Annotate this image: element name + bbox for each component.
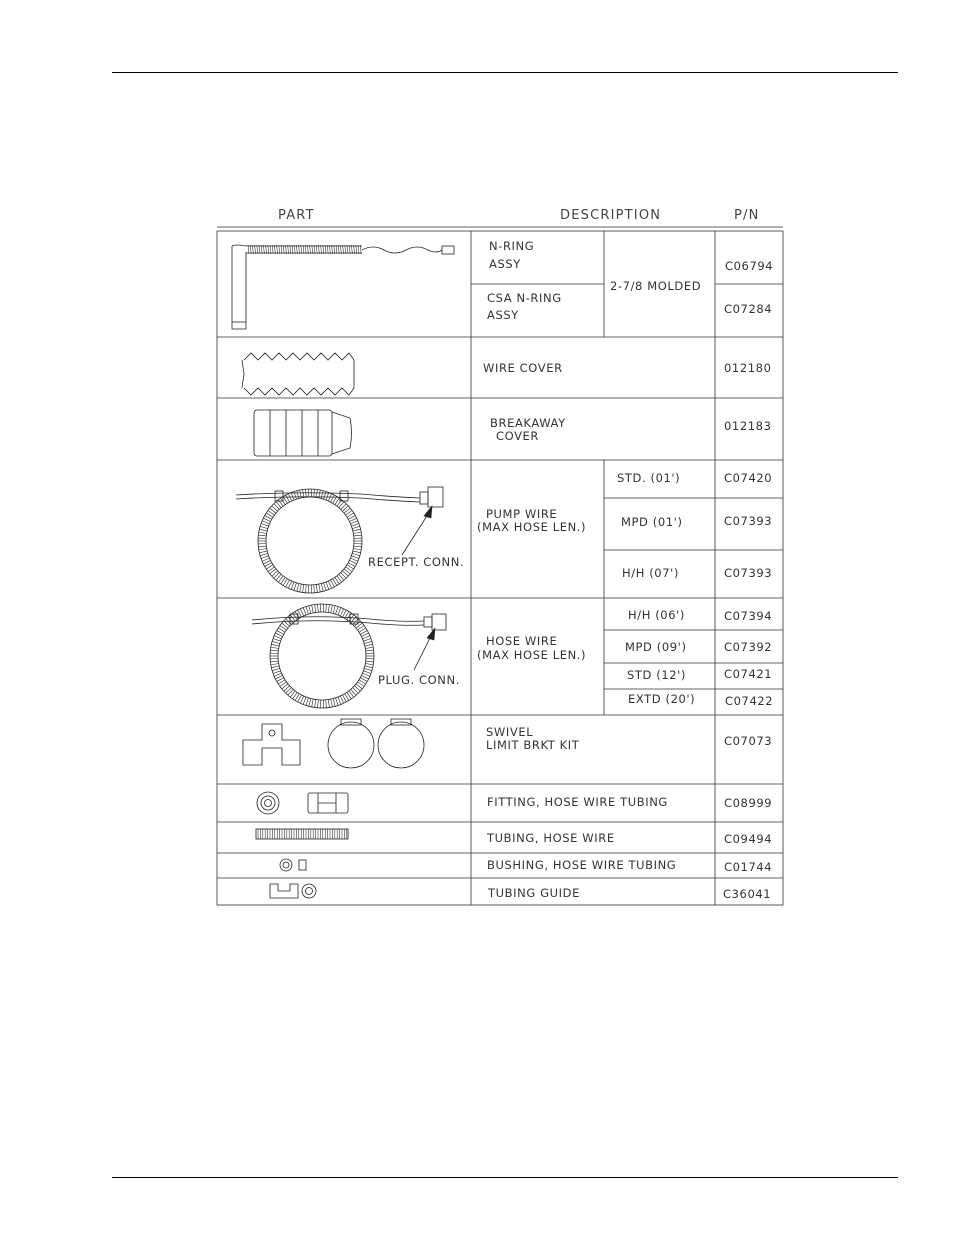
pump-wire-conn-label: RECEPT. CONN. [368, 555, 465, 569]
swivel-pn: C07073 [724, 734, 773, 748]
swivel-desc-1: SWIVEL [486, 725, 534, 739]
hose-wire-pn-1: C07394 [724, 609, 773, 623]
part-drawing-hose-wire [252, 604, 446, 708]
hose-wire-sub-4: EXTD (20') [628, 692, 696, 706]
part-drawing-bushing [280, 859, 306, 871]
pump-wire-sub-1: STD. (01') [617, 471, 681, 485]
hose-wire-sub-3: STD (12') [627, 668, 687, 682]
hose-wire-pn-3: C07421 [724, 667, 773, 681]
nring-sub-desc: 2-7/8 MOLDED [610, 279, 702, 293]
header-part: PART [278, 208, 315, 223]
pump-wire-pn-2: C07393 [724, 514, 773, 528]
hose-wire-sub-2: MPD (09') [625, 640, 687, 654]
hose-wire-pn-2: C07392 [724, 640, 773, 654]
nring-pn-2: C07284 [724, 302, 773, 316]
header-description: DESCRIPTION [560, 208, 662, 223]
hose-wire-desc-1: HOSE WIRE [486, 634, 558, 648]
breakaway-desc-1: BREAKAWAY [490, 416, 566, 430]
tubing-guide-pn: C36041 [723, 887, 772, 901]
part-drawing-pump-wire [236, 487, 443, 593]
tubing-ribs [258, 829, 347, 839]
pump-wire-pn-1: C07420 [724, 471, 773, 485]
pump-wire-sub-3: H/H (07') [622, 566, 679, 580]
hose-wire-pn-4: C07422 [725, 694, 774, 708]
bushing-pn: C01744 [724, 860, 773, 874]
nring-desc-1: N-RING [489, 239, 535, 253]
csa-nring-desc-b: ASSY [487, 308, 519, 322]
hose-wire-desc-2: (MAX HOSE LEN.) [477, 648, 587, 662]
pump-wire-sub-2: MPD (01') [621, 515, 683, 529]
nring-coil [246, 245, 362, 254]
part-drawing-breakaway-cover [254, 410, 352, 456]
tubing-desc: TUBING, HOSE WIRE [487, 831, 615, 845]
header-pn: P/N [734, 208, 760, 223]
wire-cover-pn: 012180 [724, 361, 772, 375]
tubing-guide-desc: TUBING GUIDE [488, 886, 580, 900]
nring-pn-1: C06794 [725, 259, 774, 273]
csa-nring-desc: CSA N-RING [487, 291, 562, 305]
pump-ring-ticks [258, 489, 362, 593]
part-drawing-fitting [257, 792, 348, 814]
part-drawing-nring [232, 245, 454, 329]
tubing-pn: C09494 [724, 832, 773, 846]
fitting-desc: FITTING, HOSE WIRE TUBING [487, 795, 668, 809]
hose-wire-conn-label: PLUG. CONN. [378, 673, 460, 687]
bushing-desc: BUSHING, HOSE WIRE TUBING [487, 858, 677, 872]
part-drawing-swivel-kit [243, 719, 424, 768]
fitting-pn: C08999 [724, 796, 773, 810]
nring-desc-1b: ASSY [489, 257, 521, 271]
breakaway-desc-2: COVER [496, 429, 540, 443]
part-drawing-tubing-guide [270, 884, 316, 898]
pump-wire-desc-2: (MAX HOSE LEN.) [477, 520, 587, 534]
wire-cover-desc: WIRE COVER [483, 361, 563, 375]
pump-wire-pn-3: C07393 [724, 566, 773, 580]
swivel-desc-2: LIMIT BRKT KIT [486, 738, 580, 752]
part-drawing-wire-cover [242, 353, 354, 395]
breakaway-pn: 012183 [724, 419, 772, 433]
part-drawing-tubing [256, 829, 348, 839]
hose-wire-sub-1: H/H (06') [628, 608, 685, 622]
pump-wire-desc-1: PUMP WIRE [486, 507, 558, 521]
